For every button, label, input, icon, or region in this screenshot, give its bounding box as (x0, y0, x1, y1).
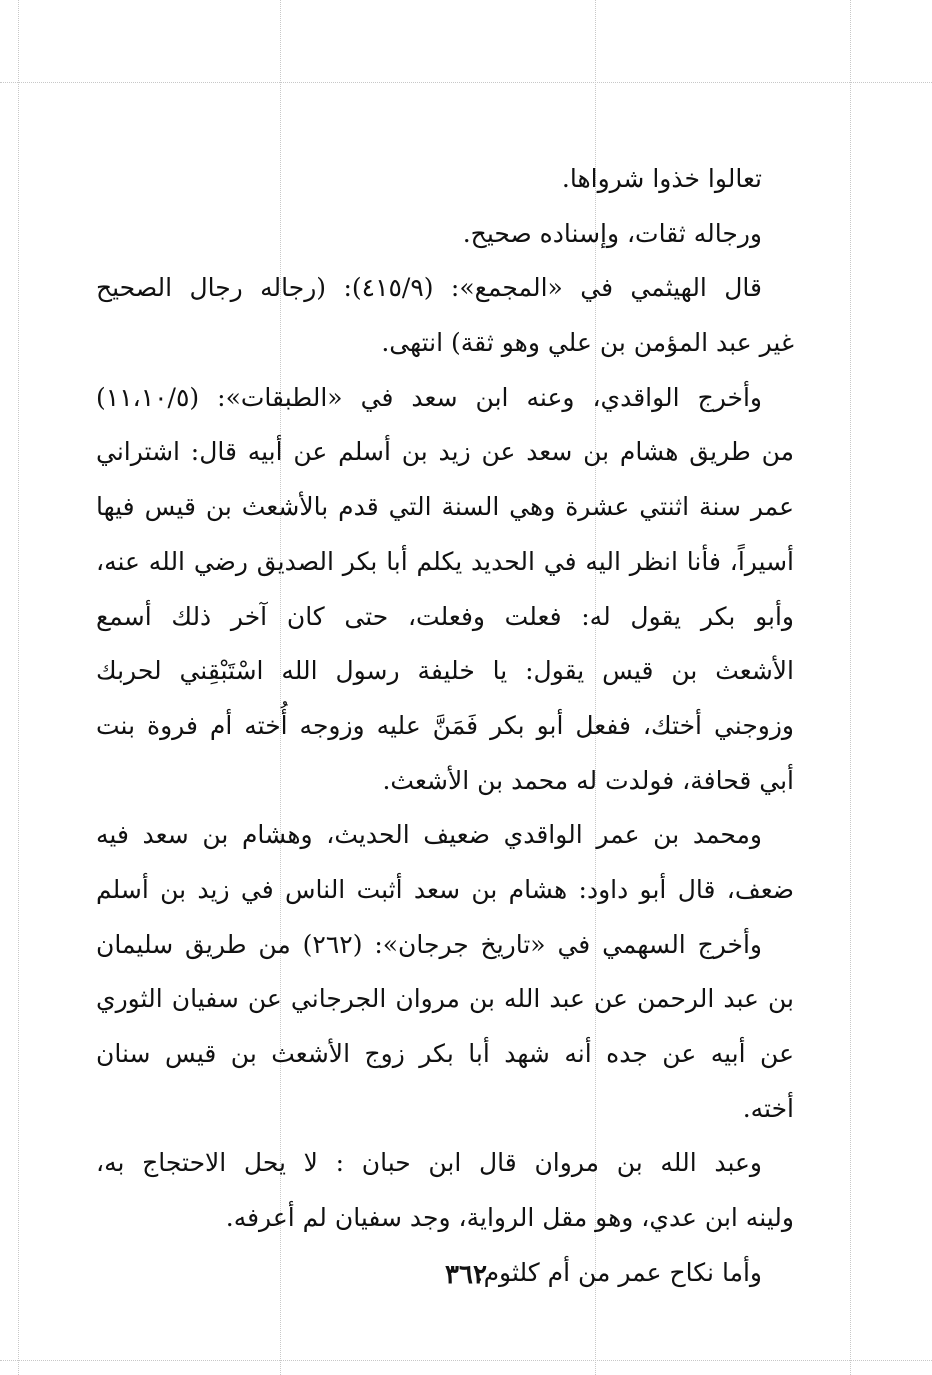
text-line: ورجاله ثقات، وإسناده صحيح. (462, 218, 762, 248)
text-line: وعبد الله بن مروان قال ابن حبان : لا يحل الاحتجاج به، (96, 1148, 762, 1178)
text-line: وأخرج السهمي في «تاريخ جرجان»: (٢٦٢) من طريق سليمان (96, 929, 763, 959)
text-line: وأبو بكر يقول له: فعلت وفعلت، حتى كان آخر ذلك أسمع (96, 601, 794, 631)
text-line: ولينه ابن عدي، وهو مقل الرواية، وجد سفيان لم أعرفه. (225, 1203, 794, 1233)
text-line: بن عبد الرحمن عن عبد الله بن مروان الجرجاني عن سفيان الثوري (96, 984, 794, 1014)
scan-guide-line (0, 1360, 932, 1361)
text-line: غير عبد المؤمن بن علي وهو ثقة) انتهى. (381, 328, 794, 358)
text-line: أبي قحافة، فولدت له محمد بن الأشعث. (382, 765, 794, 795)
page-body (96, 152, 794, 1300)
text-line: عن أبيه عن جده أنه شهد أبا بكر زوج الأشعث بن قيس سنان (96, 1039, 794, 1068)
text-line: أخته. (742, 1093, 794, 1123)
scan-guide-line (850, 0, 851, 1375)
text-line: ضعف، قال أبو داود: هشام بن سعد أثبت الناس في زيد بن أسلم (96, 874, 794, 904)
text-line: تعالوا خذوا شرواها. (561, 164, 762, 193)
text-line: عمر سنة اثنتي عشرة وهي السنة التي قدم بالأشعث بن قيس فيها (96, 492, 794, 522)
text-line: وأخرج الواقدي، وعنه ابن سعد في «الطبقات»: (١١،١٠/٥) (96, 382, 762, 412)
page-number: ٣٦٢ (445, 1260, 487, 1290)
text-line: ومحمد بن عمر الواقدي ضعيف الحديث، وهشام بن سعد فيه (96, 820, 762, 850)
scan-guide-line (18, 0, 19, 1375)
text-line: من طريق هشام بن سعد عن زيد بن أسلم عن أبيه قال: اشتراني (96, 437, 794, 467)
text-line: أسيراً، فأنا انظر اليه في الحديد يكلم أبا بكر الصديق رضي الله عنه، (96, 546, 794, 576)
scan-guide-line (0, 82, 932, 83)
text-line: وأما نكاح عمر من أم كلثوم: (475, 1257, 762, 1287)
text-line: وزوجني أختك، ففعل أبو بكر فَمَنَّ عليه وزوجه أُخته أم فروة بنت (96, 710, 794, 740)
text-line: الأشعث بن قيس يقول: يا خليفة رسول الله اسْتَبْقِني لحربك (96, 656, 794, 686)
text-line: قال الهيثمي في «المجمع»: (٤١٥/٩): (رجاله رجال الصحيح (96, 273, 763, 303)
